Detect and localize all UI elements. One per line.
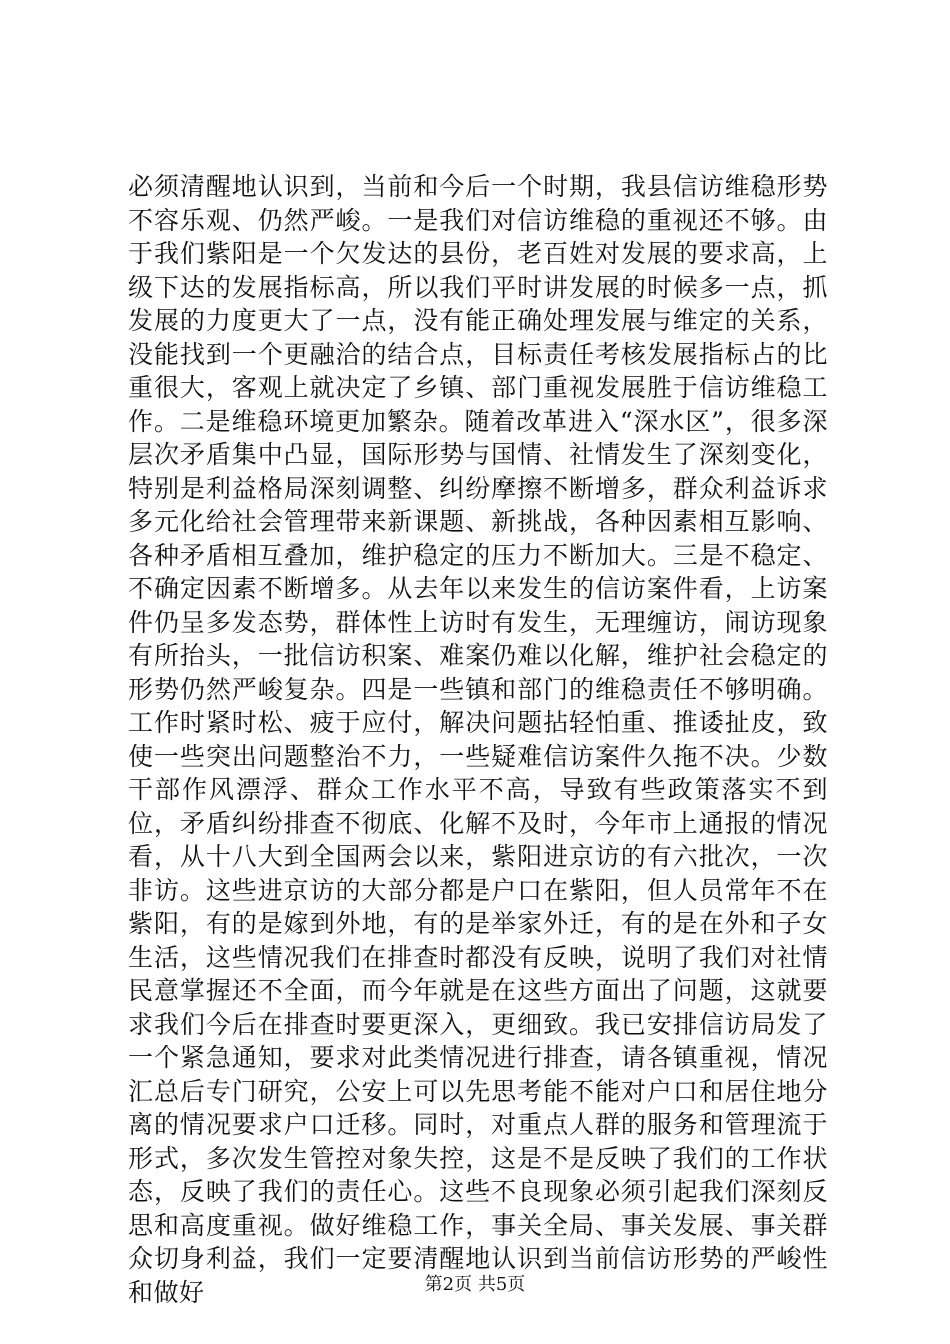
page-footer: 第2页 共5页 [424,1274,526,1295]
body-paragraph: 必须清醒地认识到，当前和今后一个时期，我县信访维稳形势不容乐观、仍然严峻。一是我们对信访维稳的重视还不够。由于我们紫阳是一个欠发达的县份，老百姓对发展的要求高，上级下达的发展指标高，所以我们平时讲发展的时候多一点，抓发展的力度更大了一点，没有能正确处理发展与维定的关系，没能找到一个更融洽的结合点，目标责任考核发展指标占的比重很大，客观上就决定了乡镇、部门重视发展胜于信访维稳工作。二是维稳环境更加繁杂。随着改革进入“深水区”，很多深层次矛盾集中凸显，国际形势与国情、社情发生了深刻变化，特别是利益格局深刻调整、纠纷摩擦不断增多，群众利益诉求多元化给社会管理带来新课题、新挑战，各种因素相互影响、各种矛盾相互叠加，维护稳定的压力不断加大。三是不稳定、不确定因素不断增多。从去年以来发生的信访案件看，上访案件仍呈多发态势，群体性上访时有发生，无理缠访，闹访现象有所抬头，一批信访积案、难案仍难以化解，维护社会稳定的形势仍然严峻复杂。四是一些镇和部门的维稳责任不够明确。工作时紧时松、疲于应付，解决问题拈轻怕重、推诿扯皮，致使一些突出问题整治不力，一些疑难信访案件久拖不决。少数干部作风漂浮、群众工作水平不高，导致有些政策落实不到位，矛盾纠纷排查不彻底、化解不及时，今年市上通报的情况看，从十八大到全国两会以来，紫阳进京访的有六批次，一次非访。这些进京访的大部分都是户口在紫阳，但人员常年不在紫阳，有的是嫁到外地，有的是举家外迁，有的是在外和子女生活，这些情况我们在排查时都没有反映，说明了我们对社情民意掌握还不全面，而今年就是在这些方面出了问题，这就要求我们今后在排查时要更深入，更细致。我已安排信访局发了一个紧急通知，要求对此类情况进行排查，请各镇重视，情况汇总后专门研究，公安上可以先思考能不能对户口和居住地分离的情况要求户口迁移。同时，对重点人群的服务和管理流于形式，多次发生管控对象失控，这是不是反映了我们的工作状态，反映了我们的责任心。这些不良现象必须引起我们深刻反思和高度重视。做好维稳工作，事关全局、事关发展、事关群众切身利益，我们一定要清醒地认识到当前信访形势的严峻性和做好 [128,172,828,1307]
